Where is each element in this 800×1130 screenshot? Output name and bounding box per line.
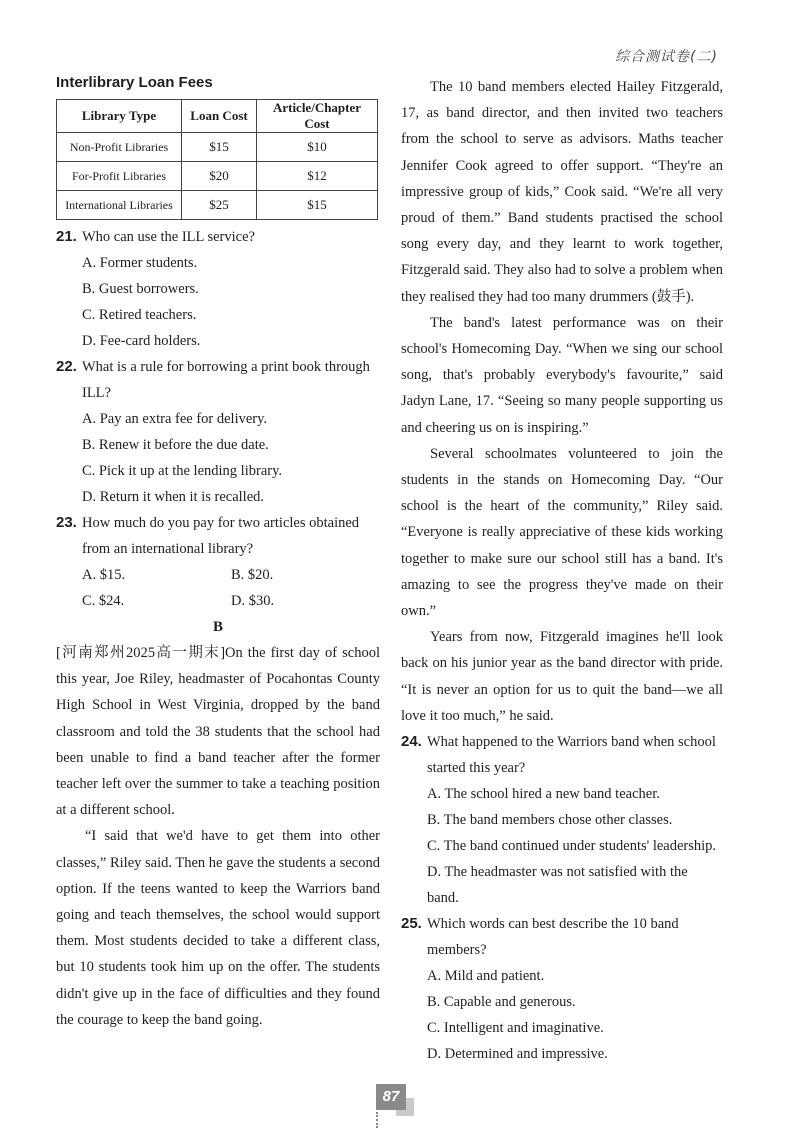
question-number: 25. <box>401 915 422 933</box>
fees-table <box>56 99 378 220</box>
option: D. Return it when it is recalled. <box>82 489 265 505</box>
option-row <box>56 588 380 614</box>
option: A. The school hired a new band teacher. <box>427 786 660 803</box>
option: B. The band members chose other classes. <box>427 812 673 829</box>
option: A. Pay an extra fee for delivery. <box>82 411 268 427</box>
passage-paragraph: Years from now, Fitzgerald imagines he'll look back on his junior year as the band director with pride. “It is never an option for us to quit the band—we all love it too much,” he said. <box>401 629 723 724</box>
table-cell: $10 <box>257 133 378 162</box>
passage-paragraph: The band's latest performance was on their school's Homecoming Day. “When we sing our school song, that's probably everybody's favourite,” said Jadyn Lane, 17. “Seeing so many people supporting us and cheering us on is inspiring.” <box>401 314 723 436</box>
passage-paragraph: The 10 band members elected Hailey Fitzgerald, 17, as band director, and then invited two teachers from the school to serve as advisors. Maths teacher Jennifer Cook agreed to offer support. “They're an impressive group of kids,” Cook said. “We're all very proud of them.” Band students practised the school song every day, and they learnt to work together, Fitzgerald said. They also had to solve a problem when they realised they had too many drummers (鼓手). <box>401 79 723 305</box>
option: A. Former students. <box>82 255 198 271</box>
option: D. Determined and impressive. <box>427 1046 608 1063</box>
question-23 <box>56 510 380 562</box>
option: B. Capable and generous. <box>427 994 576 1011</box>
question-number: 21. <box>56 228 77 245</box>
option: B. $20. <box>231 567 274 583</box>
question-text: Who can use the ILL service? <box>82 229 255 245</box>
table-cell: $20 <box>182 162 257 191</box>
page-header-title: 综合测试卷(二) <box>615 49 718 65</box>
question-text: Which words can best describe the 10 band members? <box>427 916 679 959</box>
option: C. Retired teachers. <box>82 307 197 323</box>
table-cell: $12 <box>257 162 378 191</box>
table-cell: $25 <box>182 191 257 220</box>
table-row <box>57 162 378 191</box>
question-text: What is a rule for borrowing a print book through ILL? <box>82 359 370 401</box>
question-text: What happened to the Warriors band when school started this year? <box>427 734 716 777</box>
column-header: Article/Chapter Cost <box>257 100 378 133</box>
table-cell: For-Profit Libraries <box>57 162 182 191</box>
option: A. $15. <box>82 567 126 583</box>
option: C. $24. <box>82 593 125 609</box>
passage-paragraph: “I said that we'd have to get them into other classes,” Riley said. Then he gave the students a second option. If the teens wanted to keep the Warriors band going and teach themselves, the school would support them. Most students decided to take a different class, but 10 students took him up on the offer. The students didn't give up in the face of difficulties and they found the courage to keep the band going. <box>56 828 380 1028</box>
right-column <box>401 74 723 1067</box>
table-caption: Interlibrary Loan Fees <box>56 74 213 91</box>
passage-paragraph: Several schoolmates volunteered to join the students in the stands on Homecoming Day. “Our school is the heart of the community,” Riley said. “Everyone is really appreciative of these kids working together to make sure our school still has a band. It's amazing to see the progress they've made on their own.” <box>401 445 723 620</box>
table-cell: $15 <box>257 191 378 220</box>
table-cell: International Libraries <box>57 191 182 220</box>
question-text: How much do you pay for two articles obtained from an international library? <box>82 515 360 557</box>
column-header: Loan Cost <box>182 100 257 133</box>
left-column <box>56 74 380 1033</box>
column-header: Library Type <box>57 100 182 133</box>
option: D. $30. <box>231 593 275 609</box>
table-row <box>57 133 378 162</box>
table-cell: Non-Profit Libraries <box>57 133 182 162</box>
option: A. Mild and patient. <box>427 968 545 985</box>
option: C. Pick it up at the lending library. <box>82 463 283 479</box>
option: B. Renew it before the due date. <box>82 437 269 453</box>
table-cell: $15 <box>182 133 257 162</box>
footer-dotted-line <box>376 1112 380 1128</box>
question-number: 23. <box>56 514 77 531</box>
section-label: B <box>212 619 223 635</box>
table-header-row <box>57 100 378 133</box>
page-number: 87 <box>376 1084 406 1110</box>
option: C. Intelligent and imaginative. <box>427 1020 604 1037</box>
option: B. Guest borrowers. <box>82 281 199 297</box>
question-24 <box>401 729 723 781</box>
question-21 <box>56 224 380 250</box>
option: C. The band continued under students' leadership. <box>427 838 717 855</box>
option: D. The headmaster was not satisfied with the band. <box>427 864 688 907</box>
question-number: 24. <box>401 733 422 751</box>
option-row <box>56 562 380 588</box>
question-number: 22. <box>56 358 77 375</box>
table-row <box>57 191 378 220</box>
question-25 <box>401 911 723 963</box>
passage-paragraph: [河南郑州2025高一期末]On the first day of school this year, Joe Riley, headmaster of Pocahontas County High School in West Virginia, dropped by the band classroom and told the 38 students that the school had been unable to find a band teacher after the former teacher left over the summer to take a teaching position at a different school. <box>56 645 380 819</box>
option: D. Fee-card holders. <box>82 333 201 349</box>
question-22 <box>56 354 380 406</box>
